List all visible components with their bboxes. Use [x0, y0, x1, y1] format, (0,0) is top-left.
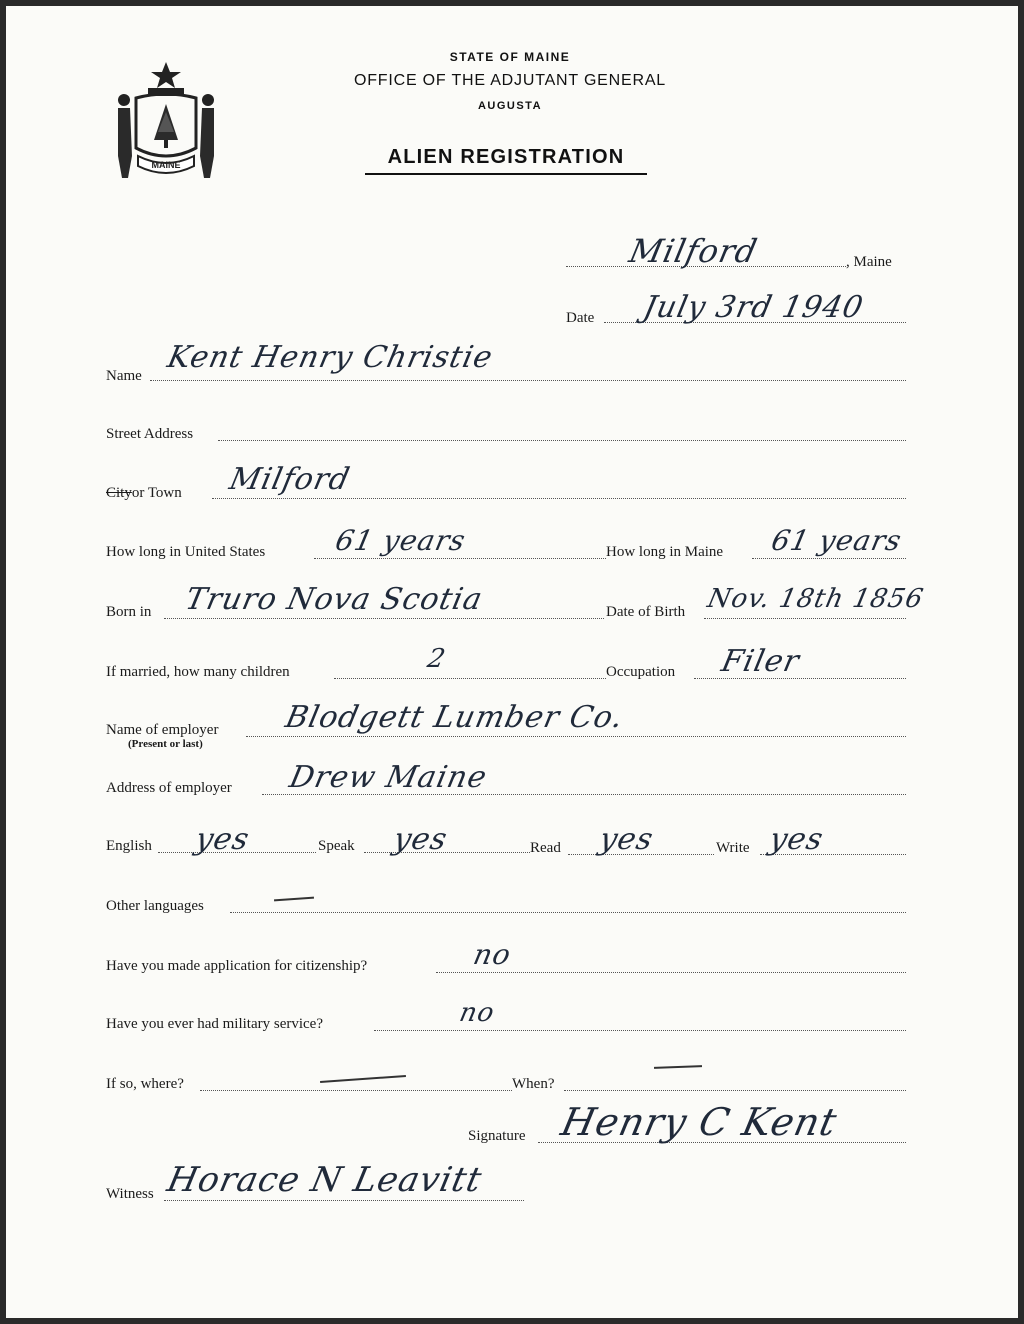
children-value: 2	[424, 644, 449, 674]
where-line	[200, 1090, 512, 1091]
write-label: Write	[716, 840, 750, 856]
name-value: Kent Henry Christie	[164, 340, 497, 375]
signature-label: Signature	[468, 1128, 526, 1144]
witness-value: Horace N Leavitt	[163, 1160, 486, 1200]
date-value: July 3rd 1940	[640, 290, 867, 325]
maine-duration-line	[752, 558, 906, 559]
other-languages-label: Other languages	[106, 898, 204, 914]
employer-line	[246, 736, 906, 737]
dob-value: Nov. 18th 1856	[704, 584, 927, 614]
city-heading: AUGUSTA	[477, 100, 543, 112]
employer-address-value: Drew Maine	[286, 760, 491, 795]
town-label-text: or Town	[131, 485, 182, 501]
town-label	[106, 485, 182, 502]
town-value: Milford	[226, 462, 354, 497]
speak-value: yes	[390, 822, 451, 857]
write-value: yes	[766, 822, 827, 857]
witness-label: Witness	[106, 1186, 154, 1202]
other-languages-dash	[274, 897, 314, 902]
when-line	[564, 1090, 906, 1091]
dob-line	[704, 618, 906, 619]
street-line	[218, 440, 906, 441]
name-line	[150, 380, 906, 381]
date-label: Date	[566, 310, 595, 326]
us-duration-label: How long in United States	[106, 544, 266, 560]
when-label: When?	[512, 1076, 555, 1092]
when-dash	[654, 1065, 702, 1069]
where-label: If so, where?	[106, 1076, 184, 1092]
citizenship-value: no	[470, 938, 515, 971]
office-heading: OFFICE OF THE ADJUTANT GENERAL	[353, 72, 667, 89]
town-line	[212, 498, 906, 499]
employer-label: Name of employer	[106, 722, 219, 738]
occupation-value: Filer	[718, 644, 803, 679]
maine-duration-value: 61 years	[768, 524, 905, 557]
witness-line	[164, 1200, 524, 1201]
speak-label: Speak	[318, 838, 355, 854]
born-in-value: Truro Nova Scotia	[182, 582, 486, 617]
street-label: Street Address	[106, 426, 194, 442]
signature-value: Henry C Kent	[557, 1100, 842, 1144]
form-title: ALIEN REGISTRATION	[365, 146, 647, 175]
seal-banner-text: MAINE	[151, 160, 181, 170]
us-duration-line	[314, 558, 606, 559]
where-dash	[320, 1075, 406, 1083]
dob-label: Date of Birth	[606, 604, 686, 620]
employer-sub-label: (Present or last)	[128, 738, 203, 750]
speak-line	[364, 852, 530, 853]
occupation-label: Occupation	[606, 664, 676, 680]
maine-state-seal-icon	[108, 60, 224, 184]
military-line	[374, 1030, 906, 1031]
citizenship-label: Have you made application for citizenship?	[106, 958, 368, 974]
citizenship-line	[436, 972, 906, 973]
read-label: Read	[530, 840, 561, 856]
employer-value: Blodgett Lumber Co.	[282, 700, 627, 735]
town-label-struck: City	[106, 485, 132, 501]
us-duration-value: 61 years	[332, 524, 469, 557]
read-value: yes	[596, 822, 657, 857]
place-suffix-label: , Maine	[846, 254, 892, 270]
children-line	[334, 678, 606, 679]
born-in-line	[164, 618, 604, 619]
english-value: yes	[192, 822, 253, 857]
place-value: Milford	[625, 232, 762, 270]
employer-address-label: Address of employer	[106, 780, 232, 796]
military-label: Have you ever had military service?	[106, 1016, 323, 1032]
name-label: Name	[106, 368, 142, 384]
english-label: English	[106, 838, 152, 854]
state-heading: STATE OF MAINE	[449, 50, 571, 64]
born-in-label: Born in	[106, 604, 152, 620]
children-label: If married, how many children	[106, 664, 290, 680]
maine-duration-label: How long in Maine	[606, 544, 724, 560]
other-languages-line	[230, 912, 906, 913]
military-value: no	[456, 998, 498, 1028]
